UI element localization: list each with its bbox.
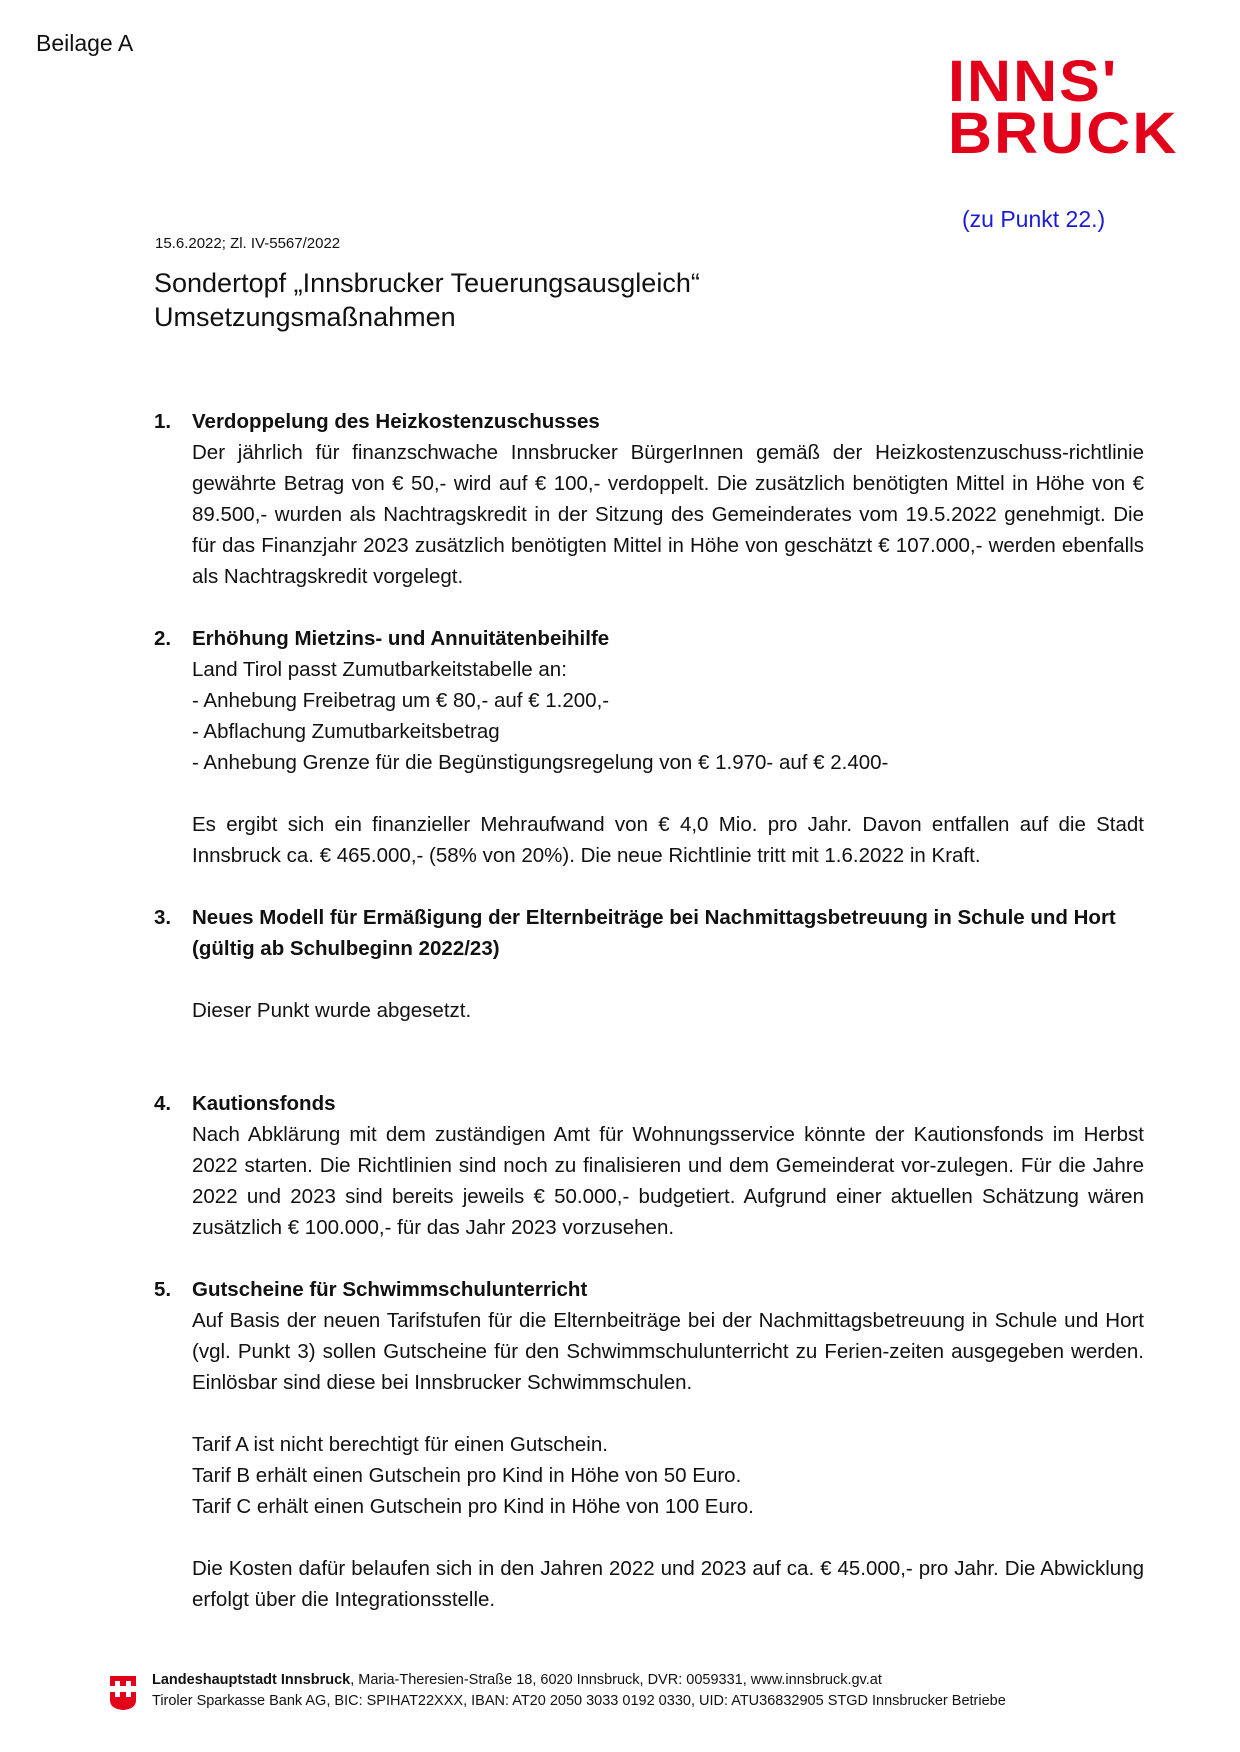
list-item-heizkosten xyxy=(154,406,1144,592)
list-item-kautionsfonds xyxy=(154,1088,1144,1243)
logo-line-1: INNS' xyxy=(948,49,1119,114)
city-crest-icon xyxy=(108,1672,138,1712)
item-paragraph: Dieser Punkt wurde abgesetzt. xyxy=(192,999,472,1022)
item-paragraph: Auf Basis der neuen Tarifstufen für die Elternbeiträge bei der Nachmittagsbetreuung in Schule und Hort (vgl. Punkt 3) sollen Gutscheine für den Schwimmschulunterricht zu Ferien-zeiten ausgegeben werden. Einlösbar sind diese bei Innsbrucker Schwimmschulen. xyxy=(192,1309,1144,1394)
item-intro: Land Tirol passt Zumutbarkeitstabelle an: xyxy=(192,658,567,681)
item-heading: Verdoppelung des Heizkostenzuschusses xyxy=(192,410,600,433)
tariff-line: Tarif A ist nicht berechtigt für einen Gutschein. xyxy=(192,1433,608,1456)
dateline: 15.6.2022; Zl. IV-5567/2022 xyxy=(155,235,341,252)
footer-org-name: Landeshauptstadt Innsbruck xyxy=(152,1672,351,1688)
title-line-1: Sondertopf „Innsbrucker Teuerungsausgleich“ xyxy=(154,268,700,298)
bullet-item: - Anhebung Freibetrag um € 80,- auf € 1.200,- xyxy=(192,689,610,712)
logo-line-2: BRUCK xyxy=(948,101,1179,166)
agenda-reference: (zu Punkt 22.) xyxy=(962,206,1106,232)
document-body xyxy=(154,406,1144,1615)
tariff-line: Tarif C erhält einen Gutschein pro Kind in Höhe von 100 Euro. xyxy=(192,1495,754,1518)
item-heading: Kautionsfonds xyxy=(192,1092,336,1115)
list-item-schwimmschule xyxy=(154,1274,1144,1615)
item-number: 4. xyxy=(154,1092,172,1115)
document-title xyxy=(154,266,700,334)
item-number: 1. xyxy=(154,410,172,433)
list-item-elternbeitraege xyxy=(154,902,1144,1026)
item-number: 5. xyxy=(154,1278,172,1301)
item-heading: Gutscheine für Schwimmschulunterricht xyxy=(192,1278,588,1301)
item-heading: Neues Modell für Ermäßigung der Elternbeiträge bei Nachmittagsbetreuung in Schule und Hort (gültig ab Schulbeginn 2022/23) xyxy=(192,906,1116,960)
footer-bank-line: Tiroler Sparkasse Bank AG, BIC: SPIHAT22XXX, IBAN: AT20 2050 3033 0192 0330, UID: ATU36832905 STGD Innsbrucker Betriebe xyxy=(152,1693,1006,1709)
item-number: 3. xyxy=(154,906,172,929)
item-number: 2. xyxy=(154,627,172,650)
tariff-line: Tarif B erhält einen Gutschein pro Kind in Höhe von 50 Euro. xyxy=(192,1464,742,1487)
item-paragraph: Es ergibt sich ein finanzieller Mehraufwand von € 4,0 Mio. pro Jahr. Davon entfallen auf die Stadt Innsbruck ca. € 465.000,- (58% von 20%). Die neue Richtlinie tritt mit 1.6.2022 in Kraft. xyxy=(192,813,1144,867)
footer-address: , Maria-Theresien-Straße 18, 6020 Innsbruck, DVR: 0059331, www.innsbruck.gv.at xyxy=(350,1672,882,1688)
item-paragraph: Nach Abklärung mit dem zuständigen Amt für Wohnungsservice könnte der Kautionsfonds im Herbst 2022 starten. Die Richtlinien sind noch zu finalisieren und dem Gemeinderat vor-zulegen. Für die Jahre 2022 und 2023 sind bereits jeweils € 50.000,- budgetiert. Aufgrund einer aktuellen Schätzung wären zusätzlich € 100.000,- für das Jahr 2023 vorzusehen. xyxy=(192,1123,1144,1239)
item-heading: Erhöhung Mietzins- und Annuitätenbeihilfe xyxy=(192,627,610,650)
item-closing: Die Kosten dafür belaufen sich in den Jahren 2022 und 2023 auf ca. € 45.000,- pro Jahr. Die Abwicklung erfolgt über die Integrationsstelle. xyxy=(192,1557,1144,1611)
innsbruck-logo xyxy=(948,49,1211,166)
attachment-label: Beilage A xyxy=(36,30,134,56)
bullet-item: - Abflachung Zumutbarkeitsbetrag xyxy=(192,720,500,743)
footer-address-line xyxy=(152,1670,1006,1691)
list-item-mietzins xyxy=(154,623,1144,871)
item-paragraph: Der jährlich für finanzschwache Innsbrucker BürgerInnen gemäß der Heizkostenzuschuss-richtlinie gewährte Betrag von € 50,- wird auf € 100,- verdoppelt. Die zusätzlich benötigten Mittel in Höhe von € 89.500,- wurden als Nachtragskredit in der Sitzung des Gemeinderates vom 19.5.2022 genehmigt. Die für das Finanzjahr 2023 zusätzlich benötigten Mittel in Höhe von geschätzt € 107.000,- werden ebenfalls als Nachtragskredit vorgelegt. xyxy=(192,441,1144,588)
bullet-item: - Anhebung Grenze für die Begünstigungsregelung von € 1.970- auf € 2.400- xyxy=(192,751,889,774)
title-line-2: Umsetzungsmaßnahmen xyxy=(154,302,456,332)
